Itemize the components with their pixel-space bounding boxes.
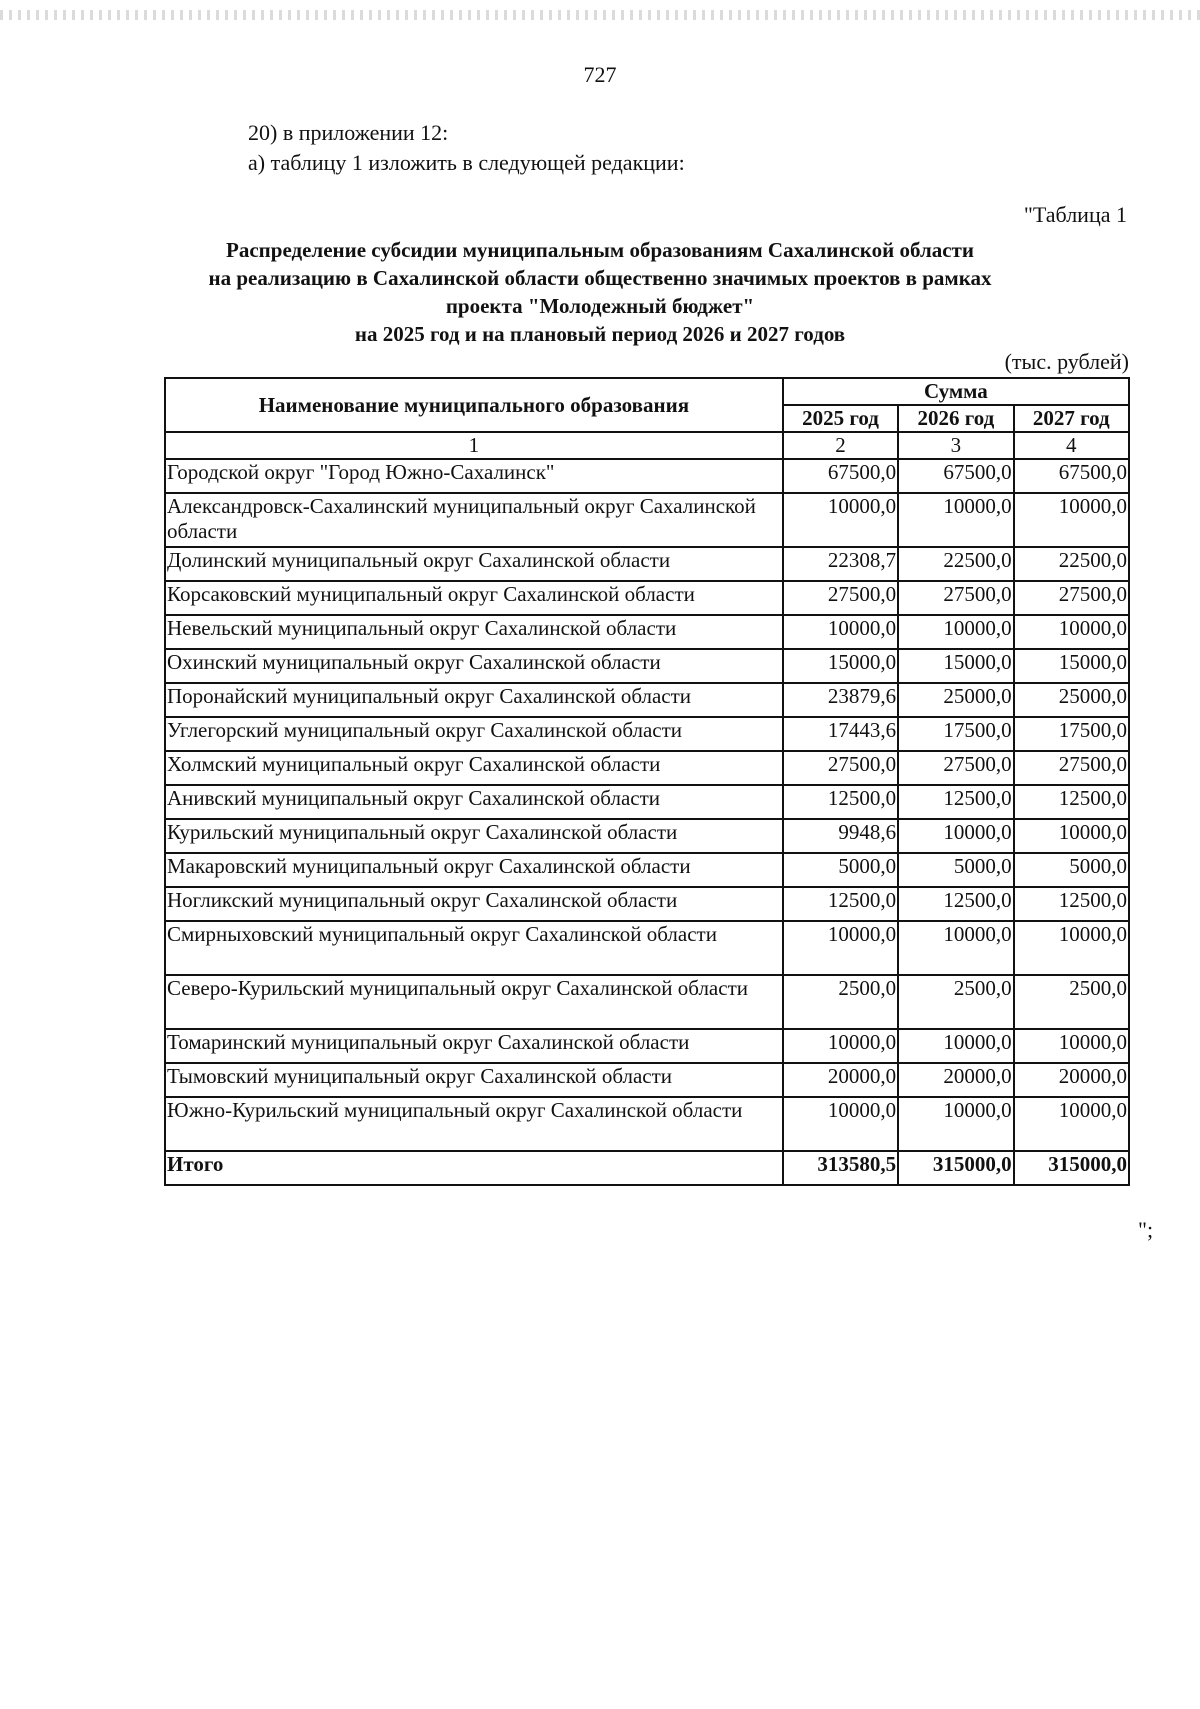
- value-2026: 27500,0: [898, 751, 1013, 785]
- value-2026: 10000,0: [898, 493, 1013, 547]
- table-row: [165, 921, 1129, 975]
- municipality-name: Курильский муниципальный округ Сахалинской области: [165, 819, 783, 853]
- units-label: (тыс. рублей): [1004, 349, 1129, 374]
- total-label: Итого: [165, 1151, 783, 1185]
- value-2027: 20000,0: [1014, 1063, 1129, 1097]
- municipality-name: Тымовский муниципальный округ Сахалинской области: [165, 1063, 783, 1097]
- table-row: [165, 819, 1129, 853]
- municipality-name: Холмский муниципальный округ Сахалинской области: [165, 751, 783, 785]
- value-2026: 12500,0: [898, 785, 1013, 819]
- table-row: [165, 581, 1129, 615]
- value-2026: 22500,0: [898, 547, 1013, 581]
- municipality-name: Смирныховский муниципальный округ Сахалинской области: [165, 921, 783, 975]
- total-row: [165, 1151, 1129, 1185]
- value-2027: 17500,0: [1014, 717, 1129, 751]
- col-index-4: 4: [1014, 432, 1129, 459]
- header-year-2025: 2025 год: [783, 405, 898, 432]
- municipality-name: Ногликский муниципальный округ Сахалинской области: [165, 887, 783, 921]
- value-2027: 12500,0: [1014, 785, 1129, 819]
- value-2026: 15000,0: [898, 649, 1013, 683]
- municipality-name: Томаринский муниципальный округ Сахалинской области: [165, 1029, 783, 1063]
- value-2026: 10000,0: [898, 921, 1013, 975]
- table-row: [165, 1063, 1129, 1097]
- page-number: 727: [583, 62, 617, 87]
- value-2027: 22500,0: [1014, 547, 1129, 581]
- value-2027: 5000,0: [1014, 853, 1129, 887]
- value-2026: 10000,0: [898, 1029, 1013, 1063]
- value-2027: 10000,0: [1014, 615, 1129, 649]
- value-2026: 12500,0: [898, 887, 1013, 921]
- value-2025: 10000,0: [783, 921, 898, 975]
- table-row: [165, 1097, 1129, 1151]
- value-2026: 27500,0: [898, 581, 1013, 615]
- table-row: [165, 615, 1129, 649]
- value-2026: 20000,0: [898, 1063, 1013, 1097]
- scan-noise: [0, 10, 1200, 20]
- col-index-1: 1: [165, 432, 783, 459]
- value-2025: 27500,0: [783, 581, 898, 615]
- total-2026: 315000,0: [898, 1151, 1013, 1185]
- value-2027: 10000,0: [1014, 1029, 1129, 1063]
- value-2026: 17500,0: [898, 717, 1013, 751]
- value-2027: 25000,0: [1014, 683, 1129, 717]
- table-row: [165, 785, 1129, 819]
- table-row: [165, 717, 1129, 751]
- table-row: [165, 493, 1129, 547]
- value-2025: 10000,0: [783, 1029, 898, 1063]
- document-title: [150, 236, 1050, 348]
- value-2027: 10000,0: [1014, 1097, 1129, 1151]
- total-2027: 315000,0: [1014, 1151, 1129, 1185]
- value-2025: 17443,6: [783, 717, 898, 751]
- value-2026: 10000,0: [898, 615, 1013, 649]
- total-2025: 313580,5: [783, 1151, 898, 1185]
- table-row: [165, 751, 1129, 785]
- value-2027: 67500,0: [1014, 459, 1129, 493]
- table-body: [165, 459, 1129, 1151]
- header-year-2027: 2027 год: [1014, 405, 1129, 432]
- municipality-name: Невельский муниципальный округ Сахалинской области: [165, 615, 783, 649]
- value-2025: 27500,0: [783, 751, 898, 785]
- table-row: [165, 683, 1129, 717]
- table-row: [165, 547, 1129, 581]
- table-row: [165, 887, 1129, 921]
- title-line-3: проекта "Молодежный бюджет": [445, 294, 755, 318]
- value-2025: 67500,0: [783, 459, 898, 493]
- municipality-name: Северо-Курильский муниципальный округ Сахалинской области: [165, 975, 783, 1029]
- value-2026: 67500,0: [898, 459, 1013, 493]
- value-2025: 12500,0: [783, 785, 898, 819]
- intro-text: [248, 118, 685, 178]
- col-index-3: 3: [898, 432, 1013, 459]
- municipality-name: Александровск-Сахалинский муниципальный округ Сахалинской области: [165, 493, 783, 547]
- header-name: Наименование муниципального образования: [165, 378, 783, 432]
- value-2027: 10000,0: [1014, 819, 1129, 853]
- table-reference: "Таблица 1: [1023, 202, 1127, 227]
- value-2025: 23879,6: [783, 683, 898, 717]
- value-2027: 10000,0: [1014, 921, 1129, 975]
- value-2025: 5000,0: [783, 853, 898, 887]
- title-line-4: на 2025 год и на плановый период 2026 и 2027 годов: [354, 322, 846, 346]
- value-2027: 12500,0: [1014, 887, 1129, 921]
- municipality-name: Поронайский муниципальный округ Сахалинской области: [165, 683, 783, 717]
- value-2025: 22308,7: [783, 547, 898, 581]
- value-2025: 10000,0: [783, 493, 898, 547]
- value-2026: 10000,0: [898, 819, 1013, 853]
- value-2025: 2500,0: [783, 975, 898, 1029]
- intro-line-1: 20) в приложении 12:: [248, 120, 449, 145]
- municipality-name: Анивский муниципальный округ Сахалинской области: [165, 785, 783, 819]
- subsidy-table: [164, 377, 1130, 1186]
- value-2027: 15000,0: [1014, 649, 1129, 683]
- municipality-name: Долинский муниципальный округ Сахалинской области: [165, 547, 783, 581]
- value-2025: 9948,6: [783, 819, 898, 853]
- header-year-2026: 2026 год: [898, 405, 1013, 432]
- municipality-name: Городской округ "Город Южно-Сахалинск": [165, 459, 783, 493]
- value-2026: 10000,0: [898, 1097, 1013, 1151]
- value-2026: 2500,0: [898, 975, 1013, 1029]
- value-2026: 25000,0: [898, 683, 1013, 717]
- value-2027: 10000,0: [1014, 493, 1129, 547]
- value-2025: 10000,0: [783, 615, 898, 649]
- municipality-name: Южно-Курильский муниципальный округ Сахалинской области: [165, 1097, 783, 1151]
- value-2027: 27500,0: [1014, 751, 1129, 785]
- value-2025: 12500,0: [783, 887, 898, 921]
- value-2025: 20000,0: [783, 1063, 898, 1097]
- municipality-name: Углегорский муниципальный округ Сахалинской области: [165, 717, 783, 751]
- municipality-name: Корсаковский муниципальный округ Сахалинской области: [165, 581, 783, 615]
- table-row: [165, 975, 1129, 1029]
- header-sum: Сумма: [783, 378, 1129, 405]
- value-2027: 2500,0: [1014, 975, 1129, 1029]
- municipality-name: Охинский муниципальный округ Сахалинской области: [165, 649, 783, 683]
- col-index-2: 2: [783, 432, 898, 459]
- title-line-1: Распределение субсидии муниципальным образованиям Сахалинской области: [226, 238, 974, 262]
- value-2025: 15000,0: [783, 649, 898, 683]
- value-2025: 10000,0: [783, 1097, 898, 1151]
- value-2026: 5000,0: [898, 853, 1013, 887]
- table-row: [165, 649, 1129, 683]
- end-quote-mark: ";: [1138, 1217, 1154, 1242]
- intro-line-2: а) таблицу 1 изложить в следующей редакции:: [248, 150, 685, 175]
- table-row: [165, 459, 1129, 493]
- value-2027: 27500,0: [1014, 581, 1129, 615]
- table-row: [165, 1029, 1129, 1063]
- title-line-2: на реализацию в Сахалинской области общественно значимых проектов в рамках: [208, 266, 992, 290]
- table-row: [165, 853, 1129, 887]
- municipality-name: Макаровский муниципальный округ Сахалинской области: [165, 853, 783, 887]
